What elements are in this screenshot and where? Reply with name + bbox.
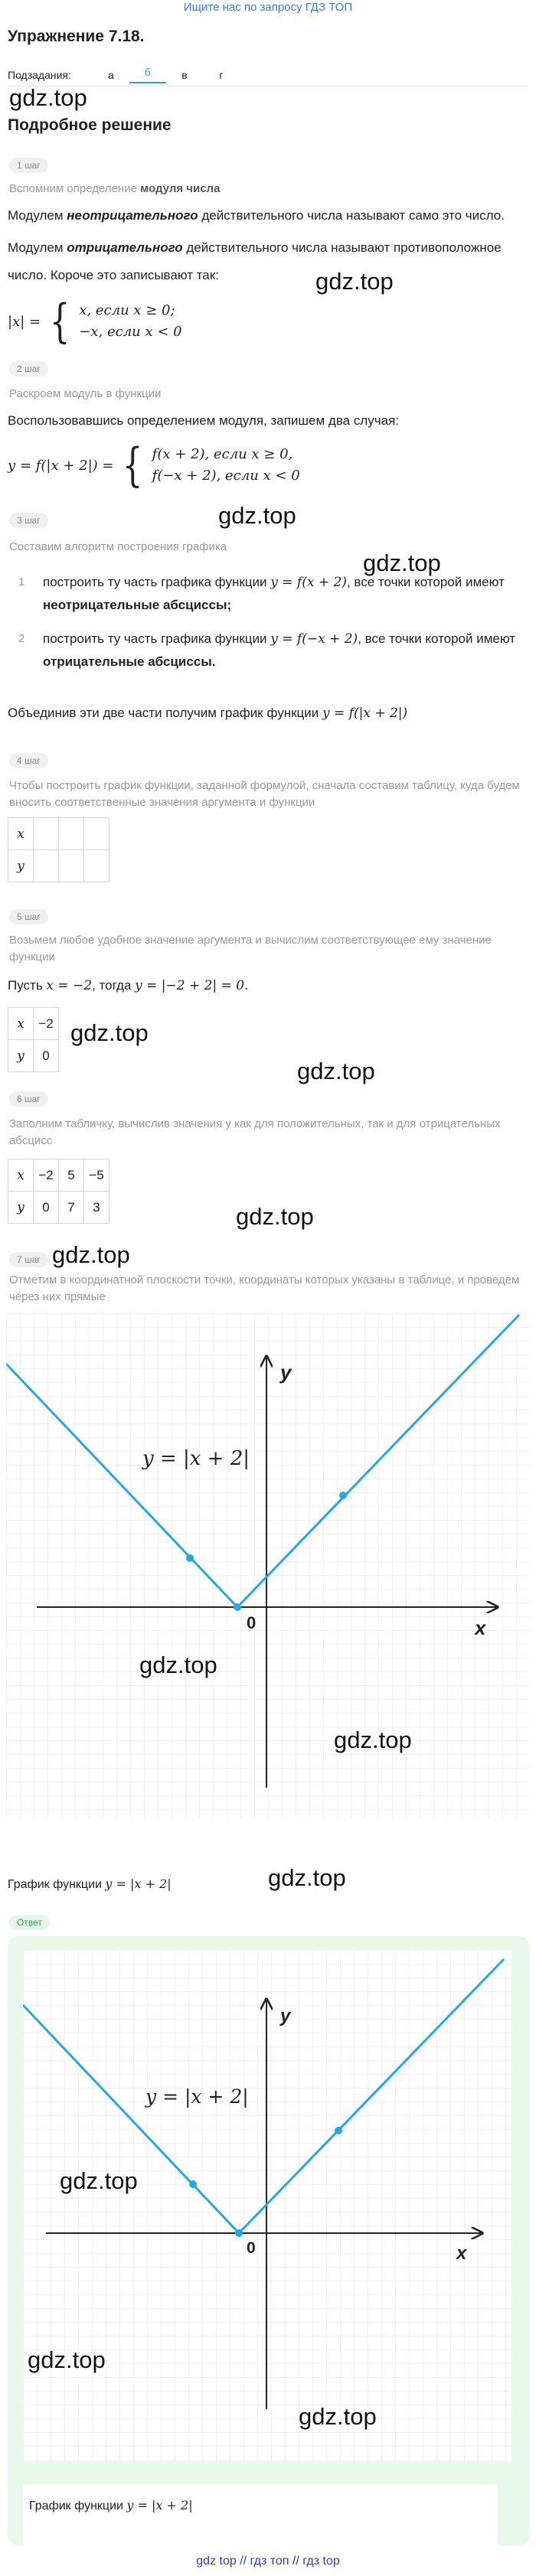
- grid: [6, 1313, 530, 1818]
- point-pos: [335, 2127, 342, 2134]
- watermark: gdz.top: [60, 2167, 138, 2194]
- modulus-definition: |x| = { x, если x ≥ 0; −x, если x < 0: [8, 295, 182, 348]
- step-badge: 1 шаг: [9, 158, 48, 173]
- step-badge: 3 шаг: [9, 513, 48, 528]
- x-axis-label: x: [475, 1616, 486, 1639]
- origin-label: 0: [247, 2239, 256, 2257]
- function-label: y = |x + 2|: [142, 1447, 250, 1470]
- list-item: 2 построить ту часть графика функции y = f(−x + 2), все точки которой имеют отрицательные абсциссы.: [18, 631, 516, 669]
- step-badge: 7 шаг: [9, 1252, 48, 1267]
- step-note: Заполним табличку, вычислив значения y как для положительных, так и для отрицательных абсцисс: [9, 1117, 501, 1147]
- y-axis-label: y: [280, 1361, 292, 1384]
- subtask-tabs: [8, 66, 240, 83]
- tab-b[interactable]: б: [129, 66, 166, 83]
- paragraph: Модулем отрицательного действительного числа называют противоположное число. Короче это записывают так:: [8, 240, 502, 282]
- point-pos: [339, 1492, 347, 1499]
- answer-caption: График функции y = |x + 2|: [23, 2484, 498, 2545]
- paragraph: Объединив эти две части получим график функции y = f(|x + 2|): [8, 706, 408, 721]
- answer-graph: [23, 1950, 511, 2461]
- watermark: gdz.top: [299, 2403, 377, 2430]
- value-table-one: x −2 y 0: [8, 1007, 59, 1072]
- tab-a[interactable]: а: [108, 68, 114, 81]
- watermark: gdz.top: [297, 1058, 375, 1084]
- point-vertex: [234, 1603, 241, 1611]
- paragraph: Модулем неотрицательного действительного числа называют само это число.: [8, 208, 505, 223]
- point-neg: [189, 2180, 197, 2188]
- point-neg: [186, 1554, 194, 1562]
- step-badge: 2 шаг: [9, 361, 48, 377]
- watermark: gdz.top: [9, 84, 87, 111]
- function-graph: [6, 1313, 530, 1818]
- step-badge: 6 шаг: [9, 1091, 48, 1107]
- watermark: gdz.top: [28, 2346, 106, 2373]
- y-axis-label: y: [280, 2006, 291, 2027]
- page-title: Упражнение 7.18.: [8, 28, 145, 45]
- subtasks-label: Подзадания:: [8, 68, 71, 81]
- value-table-empty: x y: [8, 817, 109, 882]
- tab-v[interactable]: в: [181, 68, 188, 81]
- watermark: gdz.top: [363, 549, 441, 576]
- step-note: Возьмем любое удобное значение аргумента и вычислим соответствующее ему значение функции: [9, 934, 492, 964]
- step-note: Вспомним определение модуля числа: [9, 182, 221, 195]
- watermark: gdz.top: [70, 1019, 149, 1046]
- step-note: Чтобы построить график функции, заданной формулой, сначала составим таблицу, куда будем вносить соответственные значения аргумента и функции: [9, 779, 520, 809]
- step-note: Составим алгоритм построения графика: [9, 540, 227, 553]
- step-note: Раскроем модуль в функции: [9, 387, 162, 400]
- watermark: gdz.top: [334, 1727, 412, 1753]
- value-table-full: x −2 5 −5 y 0 7 3: [8, 1159, 109, 1224]
- cases-system: y = f(|x + 2|) = { f(x + 2), если x ≥ 0, f(−x + 2), если x < 0: [8, 439, 300, 492]
- footer-links[interactable]: gdz top // гдз топ // гдз top: [196, 2555, 340, 2568]
- watermark: gdz.top: [139, 1652, 217, 1678]
- paragraph: Воспользовавшись определением модуля, запишем два случая:: [8, 413, 400, 428]
- solution-title: Подробное решение: [8, 116, 172, 134]
- origin-label: 0: [247, 1613, 257, 1632]
- point-vertex: [235, 2229, 243, 2237]
- paragraph: Пусть x = −2, тогда y = |−2 + 2| = 0.: [8, 978, 249, 993]
- watermark: gdz.top: [52, 1241, 130, 1268]
- watermark: gdz.top: [218, 502, 296, 529]
- function-label: y = |x + 2|: [145, 2085, 249, 2108]
- watermark: gdz.top: [236, 1203, 314, 1230]
- answer-box: [8, 1936, 530, 2545]
- step-badge: 4 шаг: [9, 753, 48, 768]
- graph-caption: График функции y = |x + 2|: [8, 1877, 172, 1891]
- x-axis-label: x: [456, 2243, 467, 2264]
- answer-badge: Ответ: [9, 1915, 50, 1930]
- step-badge: 5 шаг: [9, 909, 48, 924]
- tab-g[interactable]: г: [219, 68, 224, 81]
- list-item: 1 построить ту часть графика функции y = f(x + 2), все точки которой имеют неотрицательные абсциссы;: [18, 575, 505, 612]
- watermark: gdz.top: [268, 1864, 346, 1891]
- step-note: Отметим в координатной плоскости точки, координаты которых указаны в таблице, и проведем через них прямые: [9, 1273, 520, 1303]
- top-banner[interactable]: [0, 0, 536, 17]
- watermark: gdz.top: [315, 268, 394, 295]
- banner-link[interactable]: Ищите нас по запросу ГДЗ ТОП: [183, 1, 353, 14]
